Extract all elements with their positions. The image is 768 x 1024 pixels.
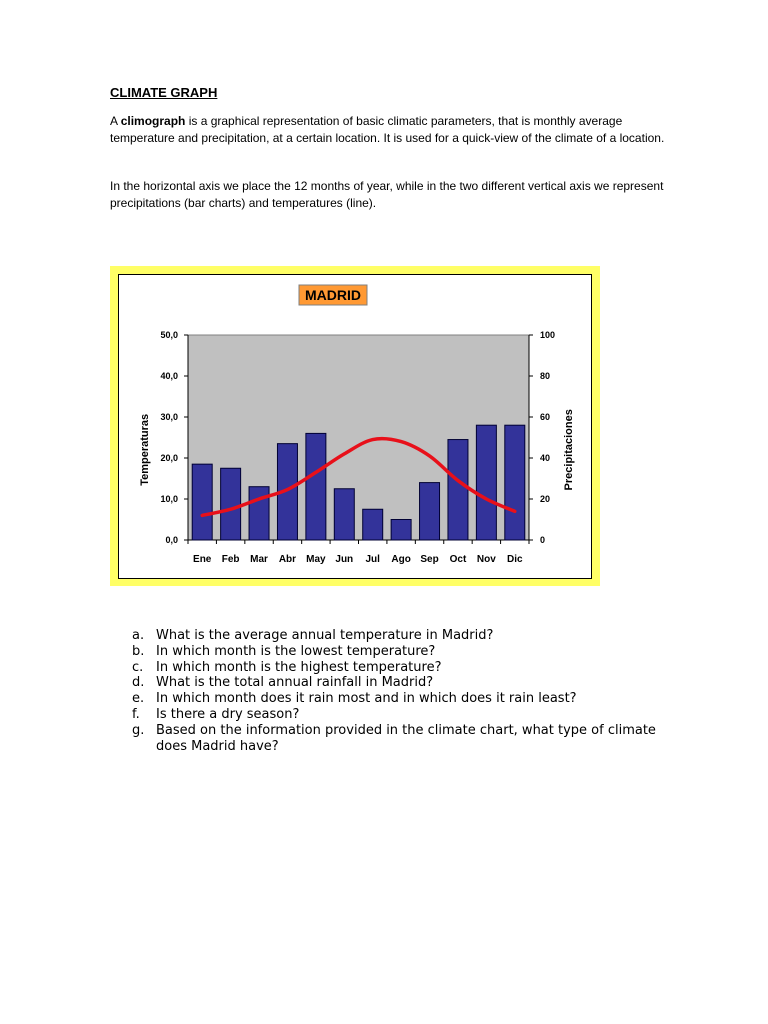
climograph-chart: [119, 275, 591, 578]
intro-prefix: A: [110, 114, 121, 128]
intro-term: climograph: [120, 114, 186, 128]
left-axis-title: Temperaturas: [139, 413, 151, 486]
question-item: [132, 644, 662, 660]
precip-bar: [334, 489, 354, 540]
question-item: [132, 707, 662, 723]
question-text: In which month is the lowest temperature?: [156, 643, 436, 659]
question-item: [132, 675, 662, 691]
right-tick-label: 40: [540, 453, 551, 463]
x-tick-label: Ene: [193, 554, 212, 565]
intro-rest: is a graphical representation of basic climatic parameters, that is monthly average temperature and precipitation, at a certain location. It is used for a quick-view of the climate of a location.: [110, 114, 665, 145]
chart-panel: [118, 274, 592, 579]
precip-bar: [363, 509, 383, 540]
question-text: Is there a dry season?: [156, 706, 300, 722]
left-tick-label: 10,0: [160, 494, 178, 504]
question-item: [132, 723, 662, 755]
right-tick-label: 100: [540, 330, 556, 340]
precip-bar: [192, 464, 212, 540]
question-list: [132, 628, 662, 754]
x-tick-label: Jun: [335, 554, 354, 565]
question-text: What is the average annual temperature in Madrid?: [156, 628, 494, 643]
left-tick-label: 30,0: [160, 412, 178, 422]
question-text: Based on the information provided in the climate chart, what type of climate does Madrid have?: [156, 722, 656, 754]
question-letter: e.: [132, 691, 145, 707]
x-tick-label: Ago: [391, 554, 411, 565]
precip-bar: [306, 433, 326, 540]
question-letter: c.: [132, 659, 144, 675]
x-tick-label: Sep: [420, 554, 439, 565]
precip-bar: [448, 440, 468, 540]
right-tick-label: 20: [540, 494, 551, 504]
right-tick-label: 0: [540, 535, 546, 545]
x-tick-label: Mar: [250, 554, 268, 565]
question-text: In which month does it rain most and in which does it rain least?: [156, 691, 577, 707]
precip-bar: [249, 487, 269, 540]
right-tick-label: 60: [540, 412, 551, 422]
x-tick-label: Dic: [507, 554, 523, 565]
right-tick-label: 80: [540, 371, 551, 381]
question-text: In which month is the highest temperature?: [156, 659, 442, 675]
question-letter: a.: [132, 628, 145, 643]
question-item: [132, 660, 662, 676]
precip-bar: [505, 425, 525, 540]
left-tick-label: 20,0: [160, 453, 178, 463]
precip-bar: [391, 520, 411, 541]
chart-frame: [110, 266, 600, 586]
precip-bar: [221, 468, 241, 540]
chart-title: MADRID: [305, 287, 361, 303]
question-item: [132, 628, 662, 644]
question-letter: g.: [132, 722, 145, 738]
question-text: What is the total annual rainfall in Madrid?: [156, 675, 434, 691]
question-letter: d.: [132, 675, 145, 691]
right-axis-title: Precipitaciones: [563, 409, 575, 491]
left-tick-label: 40,0: [160, 371, 178, 381]
question-letter: b.: [132, 643, 145, 659]
precip-bar: [420, 483, 440, 540]
left-tick-label: 0,0: [165, 535, 178, 545]
intro-paragraph: [110, 113, 670, 146]
x-tick-label: Abr: [278, 554, 297, 565]
left-tick-label: 50,0: [160, 330, 178, 340]
x-tick-label: Feb: [221, 554, 240, 565]
question-item: [132, 691, 662, 707]
x-tick-label: Oct: [449, 554, 467, 565]
x-tick-label: May: [306, 554, 326, 565]
x-tick-label: Nov: [476, 554, 496, 565]
page-heading: CLIMATE GRAPH: [110, 85, 218, 100]
x-tick-label: Jul: [365, 554, 380, 565]
precip-bar: [476, 425, 496, 540]
axis-paragraph: In the horizontal axis we place the 12 months of year, while in the two different vertical axis we represent precipitations (bar charts) and temperatures (line).: [110, 179, 664, 210]
question-letter: f.: [132, 706, 140, 722]
